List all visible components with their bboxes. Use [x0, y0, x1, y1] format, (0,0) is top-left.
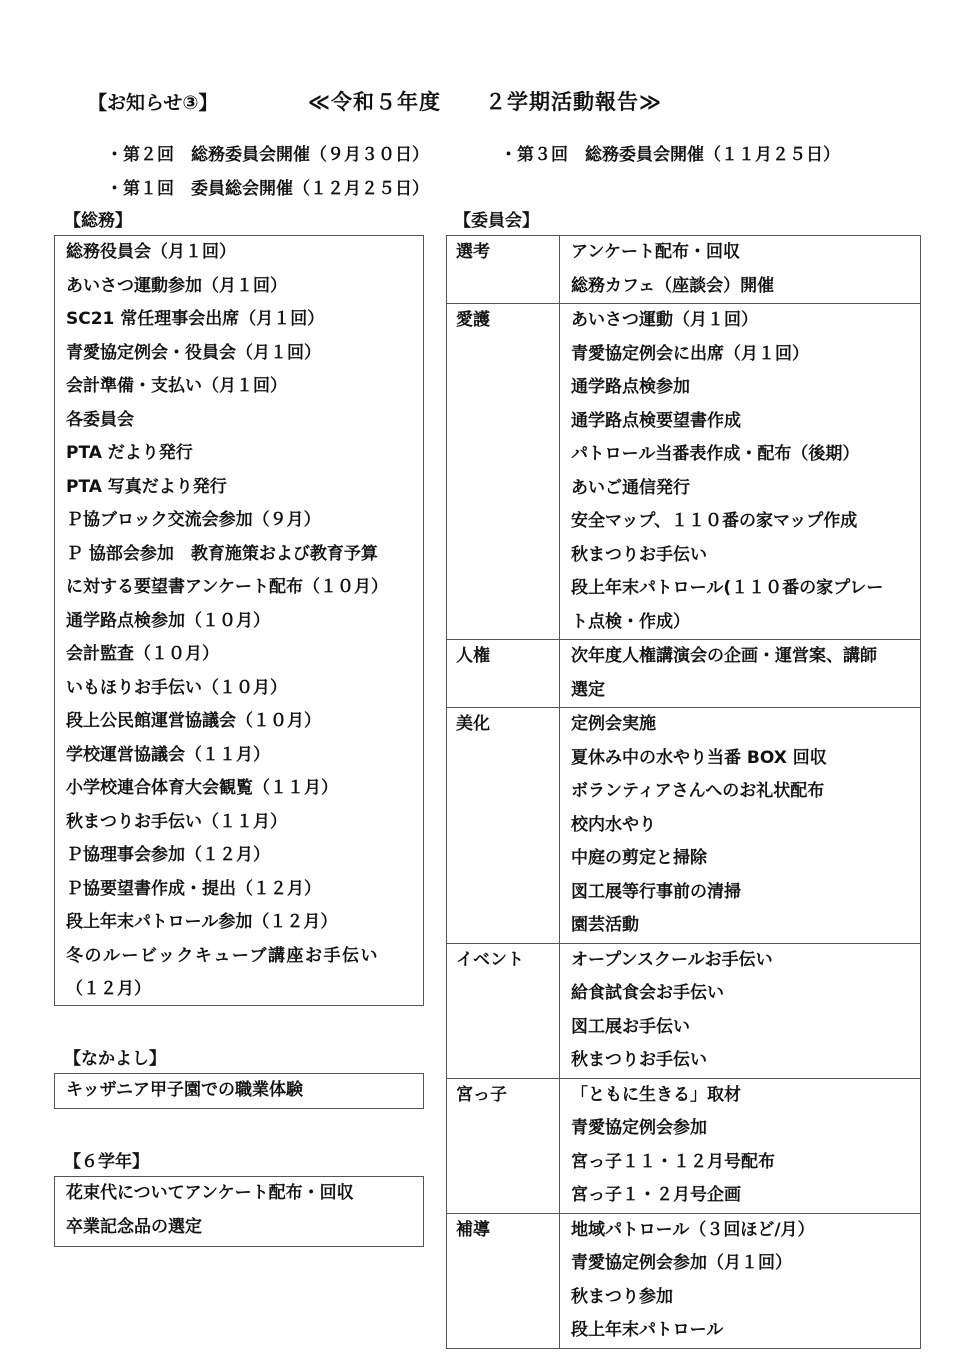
list-item: 夏休み中の水やり当番 BOX 回収	[571, 747, 827, 768]
list-item: ト点検・作成）	[571, 611, 690, 632]
list-item: 小学校連合体育大会観覧（１１月）	[66, 778, 338, 798]
grade6-heading: 【６学年】	[64, 1152, 149, 1172]
list-item: Ｐ協要望書作成・提出（１２月）	[66, 878, 321, 899]
list-item: に対する要望書アンケート配布（１０月）	[66, 577, 388, 597]
committee-name: イベント	[447, 943, 560, 1078]
committee-name: 愛護	[447, 304, 560, 640]
committee-items	[560, 236, 921, 304]
committee-name: 選考	[447, 236, 560, 304]
list-item: Ｐ協ブロック交流会参加（９月）	[66, 510, 321, 530]
list-item: 通学路点検参加（１０月）	[66, 610, 270, 631]
list-item: Ｐ協理事会参加（１２月）	[66, 845, 270, 865]
list-item: 青愛協定例会参加	[571, 1118, 707, 1138]
nakayoshi-heading: 【なかよし】	[64, 1049, 166, 1069]
notice-label: 【お知らせ③】	[88, 92, 218, 114]
list-item: 総務カフェ（座談会）開催	[571, 275, 775, 296]
committee-items	[560, 304, 921, 640]
somu-heading: 【総務】	[64, 211, 132, 231]
somu-list	[54, 235, 424, 1006]
committee-row	[447, 640, 921, 708]
list-item: 校内水やり	[571, 814, 656, 835]
list-item: 卒業記念品の選定	[66, 1216, 202, 1237]
meeting-item: ・第３回 総務委員会開催（１１月２５日）	[500, 145, 840, 165]
list-item: 段上年末パトロール(１１０番の家プレー	[571, 578, 884, 598]
list-item: 給食試食会お手伝い	[571, 983, 724, 1003]
list-item: 秋まつりお手伝い	[571, 544, 707, 565]
list-item: 青愛協定例会・役員会（月１回）	[66, 342, 321, 363]
list-item: 「ともに生きる」取材	[571, 1084, 741, 1105]
committee-items	[560, 943, 921, 1078]
list-item: 段上年末パトロール参加（１２月）	[66, 912, 338, 932]
list-item: 図工展お手伝い	[571, 1016, 690, 1037]
list-item: PTA だより発行	[66, 443, 193, 463]
list-item: 会計準備・支払い（月１回）	[66, 376, 287, 396]
list-item: 通学路点検要望書作成	[571, 410, 741, 431]
list-item: 総務役員会（月１回）	[66, 242, 236, 262]
list-item: 安全マップ、１１０番の家マップ作成	[571, 511, 858, 531]
list-item: アンケート配布・回収	[571, 242, 740, 262]
list-item: 宮っ子１・２月号企画	[571, 1185, 741, 1205]
committee-row	[447, 304, 921, 640]
meeting-item: ・第１回 委員総会開催（１２月２５日）	[106, 179, 429, 199]
list-item: 宮っ子１１・１２月号配布	[571, 1151, 775, 1172]
committee-row	[447, 943, 921, 1078]
list-item: 地域パトロール（３回ほど/月）	[571, 1219, 815, 1240]
list-item: Ｐ 協部会参加 教育施策および教育予算	[66, 543, 378, 564]
list-item: 定例会実施	[571, 714, 656, 734]
list-item: 選定	[571, 679, 605, 700]
committee-items	[560, 708, 921, 944]
list-item: SC21 常任理事会出席（月１回）	[66, 309, 325, 329]
committee-table	[446, 235, 921, 1349]
list-item: あいさつ運動参加（月１回）	[66, 275, 287, 296]
meeting-item: ・第２回 総務委員会開催（９月３０日）	[106, 145, 429, 165]
list-item: 秋まつり参加	[571, 1286, 673, 1307]
list-item: 青愛協定例会参加（月１回）	[571, 1253, 792, 1273]
committee-name: 美化	[447, 708, 560, 944]
list-item: 段上年末パトロール	[571, 1320, 724, 1340]
list-item: 次年度人権講演会の企画・運営案、講師	[571, 646, 877, 666]
list-item: 通学路点検参加	[571, 377, 690, 397]
list-item: 冬のルービックキューブ講座お手伝い	[66, 945, 379, 966]
list-item: 段上公民館運営協議会（１０月）	[66, 711, 321, 731]
list-item: パトロール当番表作成・配布（後期）	[571, 444, 860, 464]
list-item: 花束代についてアンケート配布・回収	[66, 1183, 354, 1203]
page-title: ≪令和５年度 ２学期活動報告≫	[308, 90, 662, 114]
list-item: 会計監査（１０月）	[66, 644, 219, 664]
list-item: 秋まつりお手伝い（１１月）	[66, 811, 287, 832]
list-item: 園芸活動	[571, 915, 639, 935]
list-item: あいさつ運動（月１回）	[571, 310, 758, 330]
committee-items	[560, 1078, 921, 1213]
committee-row	[447, 1213, 921, 1348]
list-item: 各委員会	[66, 409, 134, 430]
list-item: あいご通信発行	[571, 477, 690, 498]
committee-name: 人権	[447, 640, 560, 708]
list-item: 学校運営協議会（１１月）	[66, 744, 270, 765]
committee-items	[560, 640, 921, 708]
committee-row	[447, 1078, 921, 1213]
nakayoshi-list	[54, 1073, 424, 1109]
list-item: オープンスクールお手伝い	[571, 949, 773, 970]
committee-row	[447, 708, 921, 944]
list-item: PTA 写真だより発行	[66, 476, 227, 497]
list-item: （１２月）	[66, 979, 151, 999]
list-item: キッザニア甲子園での職業体験	[66, 1080, 303, 1100]
list-item: ボランティアさんへのお礼状配布	[571, 781, 825, 801]
list-item: 青愛協定例会に出席（月１回）	[571, 343, 809, 364]
committee-name: 宮っ子	[447, 1078, 560, 1213]
list-item: 中庭の剪定と掃除	[571, 848, 707, 868]
grade6-list	[54, 1176, 424, 1247]
committees-heading: 【委員会】	[454, 211, 539, 231]
list-item: 秋まつりお手伝い	[571, 1050, 707, 1070]
committee-items	[560, 1213, 921, 1348]
list-item: 図工展等行事前の清掃	[571, 881, 741, 902]
committee-name: 補導	[447, 1213, 560, 1348]
committee-row	[447, 236, 921, 304]
list-item: いもほりお手伝い（１０月）	[66, 677, 287, 698]
